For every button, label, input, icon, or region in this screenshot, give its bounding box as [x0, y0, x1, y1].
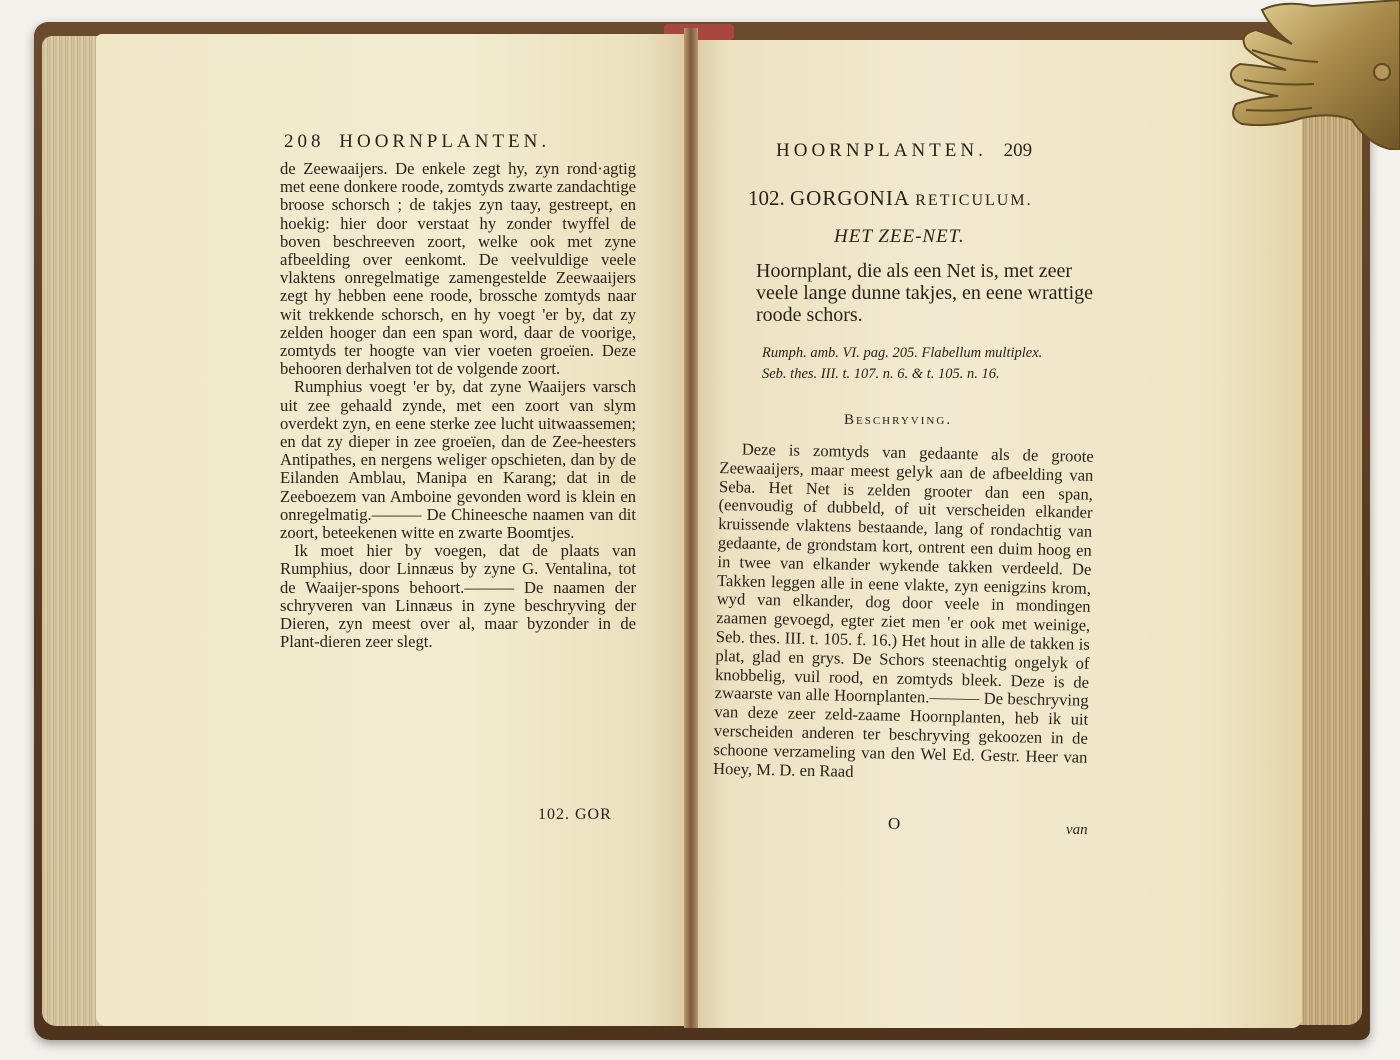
- species-number: 102.: [748, 186, 785, 210]
- right-page-number: 209: [1003, 140, 1033, 161]
- right-running-head: [776, 140, 1116, 162]
- section-title: Beschryving.: [844, 412, 953, 428]
- right-body-text: [713, 440, 1094, 786]
- species-genus: GORGONIA: [790, 186, 910, 210]
- left-catchword: 102. GOR: [538, 806, 612, 823]
- common-name: HET ZEE-NET.: [834, 226, 965, 247]
- reference-seba: Seb. thes. III. t. 107. n. 6. & t. 105. n. 16.: [762, 366, 1000, 382]
- right-catchword: van: [1066, 822, 1088, 838]
- left-running-head: [284, 131, 614, 153]
- species-diagnosis: Hoornplant, die als een Net is, met zeer veele lange dunne takjes, en eene wrattige roode schors.: [756, 260, 1094, 326]
- species-epithet: RETICULUM.: [915, 192, 1033, 209]
- left-paragraph-1: de Zeewaaijers. De enkele zegt hy, zyn rond·agtig met eene donkere roode, zomtyds zwarte zandachtige broose schorsch ; de takjes zyn taay, gestreept, en hoekig: hier door verstaat hy zonder twyffel de boven beschreeven zoort, welke ook met zyne afbeelding over eenkomt. De veelvuldige veele vlaktens onregelmatige zamengestelde Zeewaaijers zegt hy hebben eene roode, brossche zomtyds naar wit trekkende schorsch, en hy voegt 'er by, dat zy zelden hooger dan een span word, daar de voorige, zomtyds ter hoogte van vier voeten groeïen. Deze behooren derhalven tot de volgende zoort.: [280, 159, 636, 379]
- signature-mark: O: [888, 814, 901, 833]
- description-paragraph: Deze is zomtyds van gedaante als de groote Zeewaaijers, maar meest gelyk aan de afbeelding van Seba. Het Net is zelden grooter dan een span, (eenvoudig of dubbeld, of uit verscheiden elkander kruissende vlaktens bestaande, lang of rondachtig van gedaante, de grondstam kort, ontrent een duim hoog en in twee van elkander wykende takken verdeeld. De Takken leggen alle in eene vlakte, zyn eenigzins krom, wyd van elkander, dog door veele in mondingen zaamen gevoegd, egter ziet men 'er ook met weinige, Seb. thes. III. t. 105. f. 16.) Het hout in alle de takken is plat, glad en grys. De Schors steenachtig ongelyk of knobbelig, vuil rood, en zomtyds bleek. Deze is de zwaarste van alle Hoornplanten.——— De beschryving van deze zeer zeld-zaame Hoornplanten, heb ik uit verscheiden anderen ter beschryving gekoozen in de schoone verzameling van den Wel Ed. Gestr. Heer van Hoey, M. D. en Raad: [712, 439, 1094, 781]
- brass-page-clip-icon: [1222, 0, 1400, 150]
- right-running-title: HOORNPLANTEN.: [776, 140, 987, 161]
- reference-rumphius: Rumph. amb. VI. pag. 205. Flabellum multiplex.: [762, 345, 1043, 361]
- left-page-number: 208: [284, 131, 325, 152]
- left-paragraph-3: Ik moet hier by voegen, dat de plaats van Rumphius, door Linnæus by zyne G. Ventalina, tot de Waaijer-spons behoort.——— De naamen der schryveren van Linnæus in zyne beschryving der Dieren, zyn meest over al, maar byzonder in de Plant-dieren zeer slegt.: [280, 541, 636, 652]
- species-heading: [748, 186, 1088, 211]
- references: [762, 346, 1092, 382]
- left-running-title: HOORNPLANTEN.: [339, 131, 551, 152]
- book-gutter: [684, 28, 698, 1028]
- left-paragraph-2: Rumphius voegt 'er by, dat zyne Waaijers varsch uit zee gehaald zynde, met een zoort van slym overdekt zyn, en eene sterke zee lucht uitwaassemen; en dat zy dieper in zee groeïen, dan de Zee-heesters Antipathes, en nergens weliger opschieten, dan by de Eilanden Amblau, Manipa en Karang; dat in de Zeeboezem van Amboine gevonden word is klein en onregelmatig.——— De Chineesche naamen van dit zoort, beteekenen witte en zwarte Boomtjes.: [280, 377, 636, 543]
- left-body-text: [280, 160, 636, 651]
